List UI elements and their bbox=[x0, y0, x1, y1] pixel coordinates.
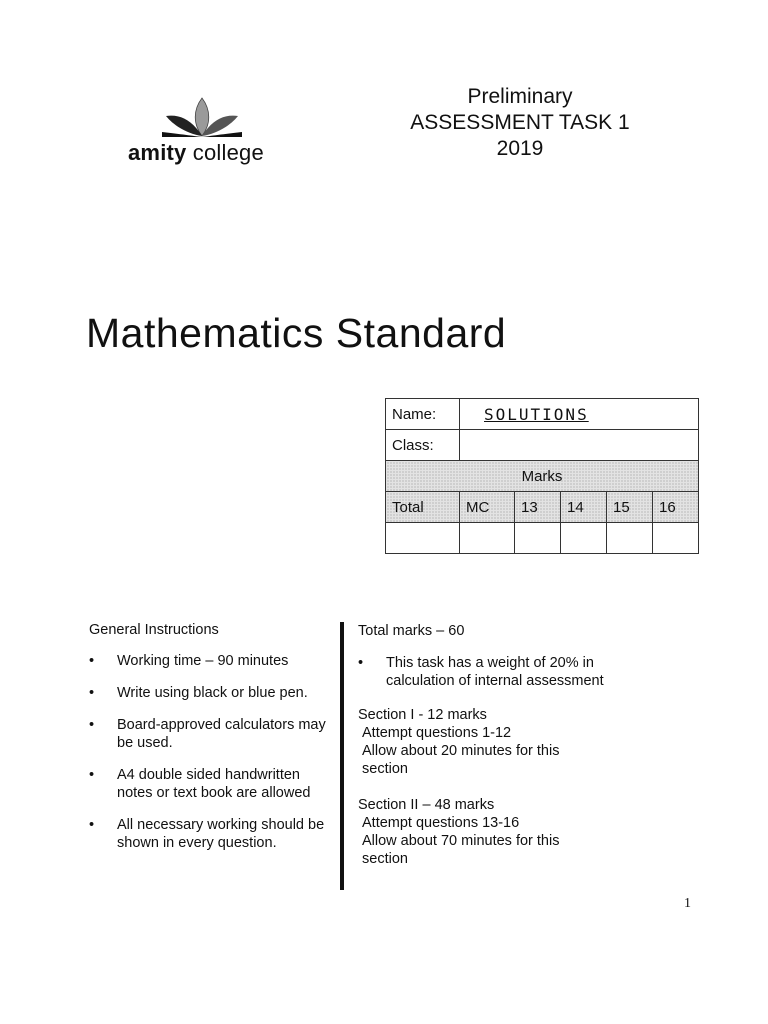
header-line: 2019 bbox=[496, 137, 544, 160]
page-title: Mathematics Standard bbox=[86, 310, 507, 356]
column-header: MC bbox=[460, 492, 515, 523]
score-cell bbox=[653, 523, 699, 554]
instruction-item: • A4 double sided handwritten notes or text book are allowed bbox=[89, 766, 327, 802]
score-cell bbox=[515, 523, 561, 554]
weight-item: • This task has a weight of 20% in calculation of internal assessment bbox=[358, 654, 626, 690]
section-line: Attempt questions 13-16 bbox=[362, 815, 520, 831]
marks-table bbox=[385, 398, 699, 554]
college-name: amity college bbox=[128, 140, 264, 165]
column-divider bbox=[340, 622, 344, 890]
instructions-title: General Instructions bbox=[89, 622, 219, 638]
section-line: Attempt questions 1-12 bbox=[362, 725, 512, 741]
score-cell bbox=[607, 523, 653, 554]
lotus-logo-icon bbox=[160, 96, 244, 138]
section-line: Allow about 70 minutes for this section bbox=[362, 833, 560, 867]
class-value bbox=[460, 430, 699, 461]
marks-heading: Marks bbox=[386, 461, 699, 492]
column-header: 13 bbox=[515, 492, 561, 523]
column-header: 14 bbox=[561, 492, 607, 523]
instruction-item: • Write using black or blue pen. bbox=[89, 684, 341, 702]
section-block bbox=[358, 796, 658, 868]
section-line: Allow about 20 minutes for this section bbox=[362, 743, 560, 777]
instruction-item: • Working time – 90 minutes bbox=[89, 652, 341, 670]
column-header: 16 bbox=[653, 492, 699, 523]
name-value bbox=[460, 399, 699, 430]
section-block bbox=[358, 706, 658, 778]
instruction-item: • All necessary working should be shown in every question. bbox=[89, 816, 341, 852]
header-line: ASSESSMENT TASK 1 bbox=[410, 111, 630, 134]
general-instructions bbox=[89, 622, 341, 866]
handwritten-name: SOLUTIONS bbox=[484, 404, 589, 424]
score-cell bbox=[561, 523, 607, 554]
assessment-header bbox=[370, 84, 670, 162]
score-cell bbox=[460, 523, 515, 554]
header-line: Preliminary bbox=[467, 85, 573, 108]
section-title: Section I - 12 marks bbox=[358, 707, 487, 723]
section-title: Section II – 48 marks bbox=[358, 797, 495, 813]
total-marks-info bbox=[358, 622, 658, 886]
instruction-item: • Board-approved calculators may be used. bbox=[89, 716, 341, 752]
column-header: 15 bbox=[607, 492, 653, 523]
total-marks-title: Total marks – 60 bbox=[358, 623, 465, 639]
class-label: Class: bbox=[386, 430, 460, 461]
name-label: Name: bbox=[386, 399, 460, 430]
page-number: 1 bbox=[684, 896, 691, 911]
score-cell bbox=[386, 523, 460, 554]
column-header: Total bbox=[386, 492, 460, 523]
